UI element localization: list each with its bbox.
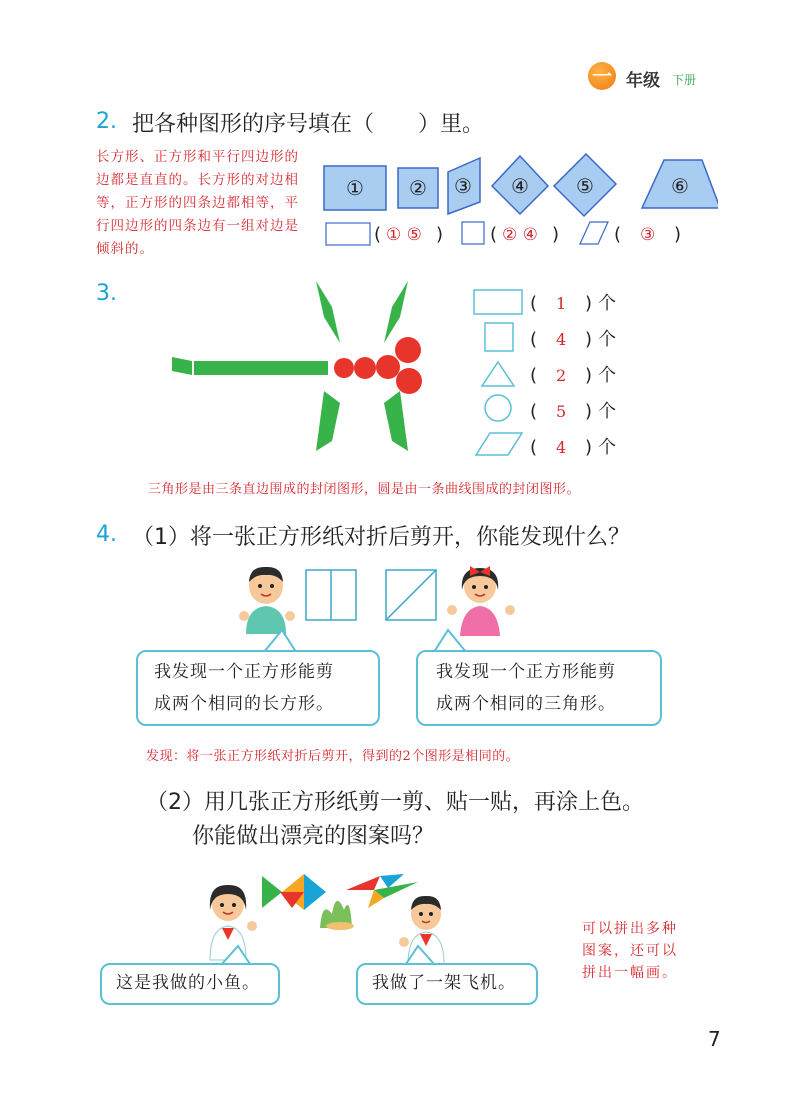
count-unit: 个	[598, 365, 617, 386]
count-square-icon	[485, 323, 513, 351]
bubble-right-line2: 成两个相同的三角形。	[436, 694, 616, 714]
count-row-circle: ( 5 ) 个	[530, 401, 617, 422]
q2-note: 长方形、正方形和平行四边形的边都是直直的。长方形的对边相等，正方形的四条边都相等，平行四边形的四条边有一组对边是倾斜的。	[96, 149, 299, 257]
side-note-line2: 图案，还可以	[582, 943, 678, 959]
paren-close-1: )	[436, 224, 444, 245]
count-circle-value: 5	[555, 402, 567, 421]
bubble-plane-text: 我做了一架飞机。	[372, 973, 516, 993]
grade-label: 年级	[626, 71, 660, 91]
count-row-rectangle: ( 1 ) 个	[530, 293, 617, 314]
paren-open-3: (	[614, 224, 622, 245]
wing-bottom-left	[316, 391, 340, 451]
count-unit: 个	[598, 401, 617, 422]
count-unit: 个	[598, 437, 617, 458]
side-note-line1: 可以拼出多种	[582, 921, 678, 937]
count-unit: 个	[598, 293, 617, 314]
q2-prompt: 把各种图形的序号填在（ ）里。	[132, 112, 485, 137]
bubble-left-line1: 我发现一个正方形能剪	[154, 662, 334, 682]
q4-part2-line1: （2）用几张正方形纸剪一剪、贴一贴，再涂上色。	[146, 790, 644, 815]
boy-illustration-1	[236, 564, 300, 636]
bubble-fish	[100, 963, 280, 1005]
answer-rectangle: ① ⑤	[386, 225, 422, 245]
wing-top-left	[316, 281, 340, 343]
q4-side-note	[582, 918, 712, 984]
count-parallelogram-value: 4	[555, 438, 567, 457]
q4-part1: （1）将一张正方形纸对折后剪开，你能发现什么？	[132, 525, 630, 550]
count-row-triangle: ( 2 ) 个	[530, 365, 617, 386]
paren-close-2: )	[552, 224, 560, 245]
fish-craft	[260, 870, 356, 930]
q3-count-rows	[530, 289, 630, 469]
q3-note: 三角形是由三条直边围成的封闭图形，圆是由一条曲线围成的封闭图形。	[148, 482, 581, 497]
body-circle-2	[354, 357, 376, 379]
tail-tip	[172, 357, 192, 375]
eye-circle-top	[395, 337, 421, 363]
paren-close-3: )	[674, 224, 682, 245]
count-rectangle-icon	[474, 290, 522, 314]
count-triangle-value: 2	[555, 366, 567, 385]
q4-number: 4.	[96, 522, 117, 547]
volume-label: 下册	[672, 73, 697, 87]
tail-body	[194, 361, 328, 375]
body-circle-1	[334, 358, 354, 378]
wing-top-right	[384, 281, 408, 343]
paren-open-2: (	[490, 224, 498, 245]
q4-part2-line2: 你能做出漂亮的图案吗？	[192, 824, 435, 849]
q3-dragonfly-figure	[168, 275, 428, 455]
q2-shapes	[318, 150, 718, 260]
answer-parallelogram-icon	[580, 222, 608, 244]
shape-label-5: ⑤	[576, 174, 594, 198]
count-rectangle-value: 1	[555, 294, 567, 313]
answer-rectangle-icon	[326, 223, 370, 245]
count-row-parallelogram: ( 4 ) 个	[530, 437, 617, 458]
q4-finding: 发现：将一张正方形纸对折后剪开，得到的2个图形是相同的。	[146, 749, 520, 764]
shape-label-4: ④	[511, 174, 529, 198]
count-unit: 个	[598, 329, 617, 350]
shape-label-6: ⑥	[671, 174, 689, 198]
girl-illustration	[446, 562, 516, 638]
paren-open-1: (	[374, 224, 382, 245]
bubble-left-line2: 成两个相同的长方形。	[154, 694, 334, 714]
bubble-fish-text: 这是我做的小鱼。	[116, 973, 260, 993]
body-circle-3	[376, 355, 400, 379]
q3-number: 3.	[96, 281, 117, 306]
bubble-right	[416, 650, 662, 726]
count-circle-icon	[485, 395, 511, 421]
q2-number: 2.	[96, 109, 117, 134]
grade-badge-number: 一	[592, 64, 612, 88]
eye-circle-bottom	[396, 368, 422, 394]
page-number: 7	[708, 1027, 721, 1051]
count-row-square: ( 4 ) 个	[530, 329, 617, 350]
count-square-value: 4	[555, 330, 567, 349]
fold-diagrams	[304, 568, 440, 622]
bubble-plane	[356, 963, 538, 1005]
wing-bottom-right	[384, 391, 408, 451]
shape-label-3: ③	[454, 174, 472, 198]
count-triangle-icon	[482, 362, 514, 386]
answer-parallelogram: ③	[640, 225, 656, 245]
bubble-right-line1: 我发现一个正方形能剪	[436, 662, 616, 682]
answer-square-icon	[462, 222, 484, 244]
shape-label-1: ①	[346, 176, 364, 200]
shape-label-2: ②	[409, 176, 427, 200]
answer-square: ② ④	[502, 225, 538, 245]
bubble-left	[136, 650, 380, 726]
side-note-line3: 拼出一幅画。	[582, 965, 678, 981]
count-parallelogram-icon	[476, 433, 522, 455]
